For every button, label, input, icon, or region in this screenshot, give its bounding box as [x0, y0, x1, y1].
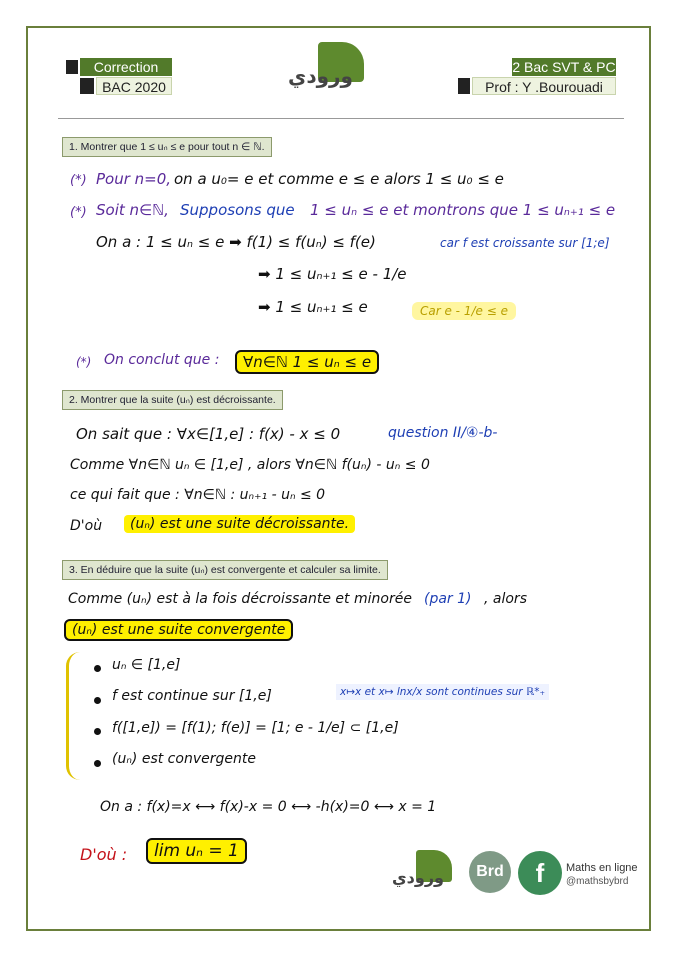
q1-line2-let: Soit n∈ℕ, — [96, 201, 169, 219]
q3-bullet-2: f est continue sur [1,e] — [112, 688, 272, 704]
header-accent-3 — [458, 78, 470, 94]
q1-marker-2: (*) — [70, 205, 87, 220]
q2-line1: On sait que : ∀x∈[1,e] : f(x) - x ≤ 0 — [76, 425, 341, 443]
header-accent-2 — [80, 78, 94, 94]
q1-line3-note: car f est croissante sur [1;e] — [440, 236, 610, 250]
q3-result: lim uₙ = 1 — [146, 838, 247, 864]
q1-line1: on a u₀= e et comme e ≤ e alors 1 ≤ u₀ ≤ e — [174, 170, 504, 188]
q3-bullet-4: (uₙ) est convergente — [112, 751, 256, 767]
header-logo — [288, 42, 380, 92]
q1-marker-1: (*) — [70, 173, 87, 188]
footer-site-handle[interactable]: @mathsbybrd — [566, 876, 629, 887]
q2-line3: ce qui fait que : ∀n∈ℕ : uₙ₊₁ - uₙ ≤ 0 — [70, 487, 326, 503]
q1-line5: ➡ 1 ≤ uₙ₊₁ ≤ e — [258, 298, 368, 316]
q3-line3: On a : f(x)=x ⟷ f(x)-x = 0 ⟷ -h(x)=0 ⟷ x = 1 — [100, 799, 437, 815]
q1-line2-suppose: Supposons que — [180, 201, 295, 219]
logo-text: ورودي — [288, 64, 353, 88]
header-rule — [58, 118, 624, 119]
q3-result-label: D'où : — [80, 845, 128, 864]
q3-line1: Comme (uₙ) est à la fois décroissante et minorée — [68, 591, 412, 607]
page-frame — [26, 26, 651, 931]
q3-brace-icon — [66, 652, 83, 780]
header-correction: Correction — [80, 58, 172, 76]
question-1-title: 1. Montrer que 1 ≤ uₙ ≤ e pour tout n ∈ ℕ. — [62, 137, 272, 157]
q1-conclusion-result: ∀n∈ℕ 1 ≤ uₙ ≤ e — [235, 350, 379, 374]
header-accent — [66, 60, 78, 74]
q3-line1-note: (par 1) — [424, 591, 472, 607]
footer-site-title: Maths en ligne — [566, 862, 638, 874]
q3-line2-result: (uₙ) est une suite convergente — [64, 619, 293, 641]
q3-bullet-3: f([1,e]) = [f(1); f(e)] = [1; e - 1/e] ⊂ [1,e] — [112, 720, 399, 736]
q3-bullet-2-note: x↦x et x↦ lnx/x sont continues sur ℝ*₊ — [336, 684, 549, 700]
question-3-title: 3. En déduire que la suite (uₙ) est convergente et calculer sa limite. — [62, 560, 388, 580]
q3-bullet-1: uₙ ∈ [1,e] — [112, 657, 181, 673]
footer-logo — [392, 850, 462, 894]
q2-line1-note: question II/④-b- — [388, 425, 498, 441]
q1-conclusion-marker: (*) — [76, 355, 92, 369]
q3-line1-end: , alors — [484, 591, 527, 607]
q1-line1-case: Pour n=0, — [96, 170, 172, 188]
question-2-title: 2. Montrer que la suite (uₙ) est décroissante. — [62, 390, 283, 410]
q2-line4-label: D'où — [70, 518, 103, 534]
footer-logo-text: ورودي — [392, 868, 444, 887]
q2-line4-result: (uₙ) est une suite décroissante. — [124, 515, 355, 533]
q1-line2-goal: 1 ≤ uₙ ≤ e et montrons que 1 ≤ uₙ₊₁ ≤ e — [310, 201, 616, 219]
bullet-icon — [94, 665, 101, 672]
header-bac: BAC 2020 — [96, 77, 172, 95]
brd-logo-icon: Brd — [469, 851, 511, 893]
q1-line3: On a : 1 ≤ uₙ ≤ e ➡ f(1) ≤ f(uₙ) ≤ f(e) — [96, 233, 376, 251]
q2-line2: Comme ∀n∈ℕ uₙ ∈ [1,e] , alors ∀n∈ℕ f(uₙ) - uₙ ≤ 0 — [70, 457, 430, 473]
q1-conclusion-label: On conclut que : — [104, 352, 220, 368]
bullet-icon — [94, 728, 101, 735]
bullet-icon — [94, 697, 101, 704]
header-prof: Prof : Y .Bourouadi — [472, 77, 616, 95]
q1-line4: ➡ 1 ≤ uₙ₊₁ ≤ e - 1/e — [258, 265, 407, 283]
q1-line5-note: Car e - 1/e ≤ e — [412, 302, 516, 320]
bullet-icon — [94, 760, 101, 767]
facebook-icon[interactable]: f — [518, 851, 562, 895]
header-class: 2 Bac SVT & PC — [512, 59, 616, 75]
